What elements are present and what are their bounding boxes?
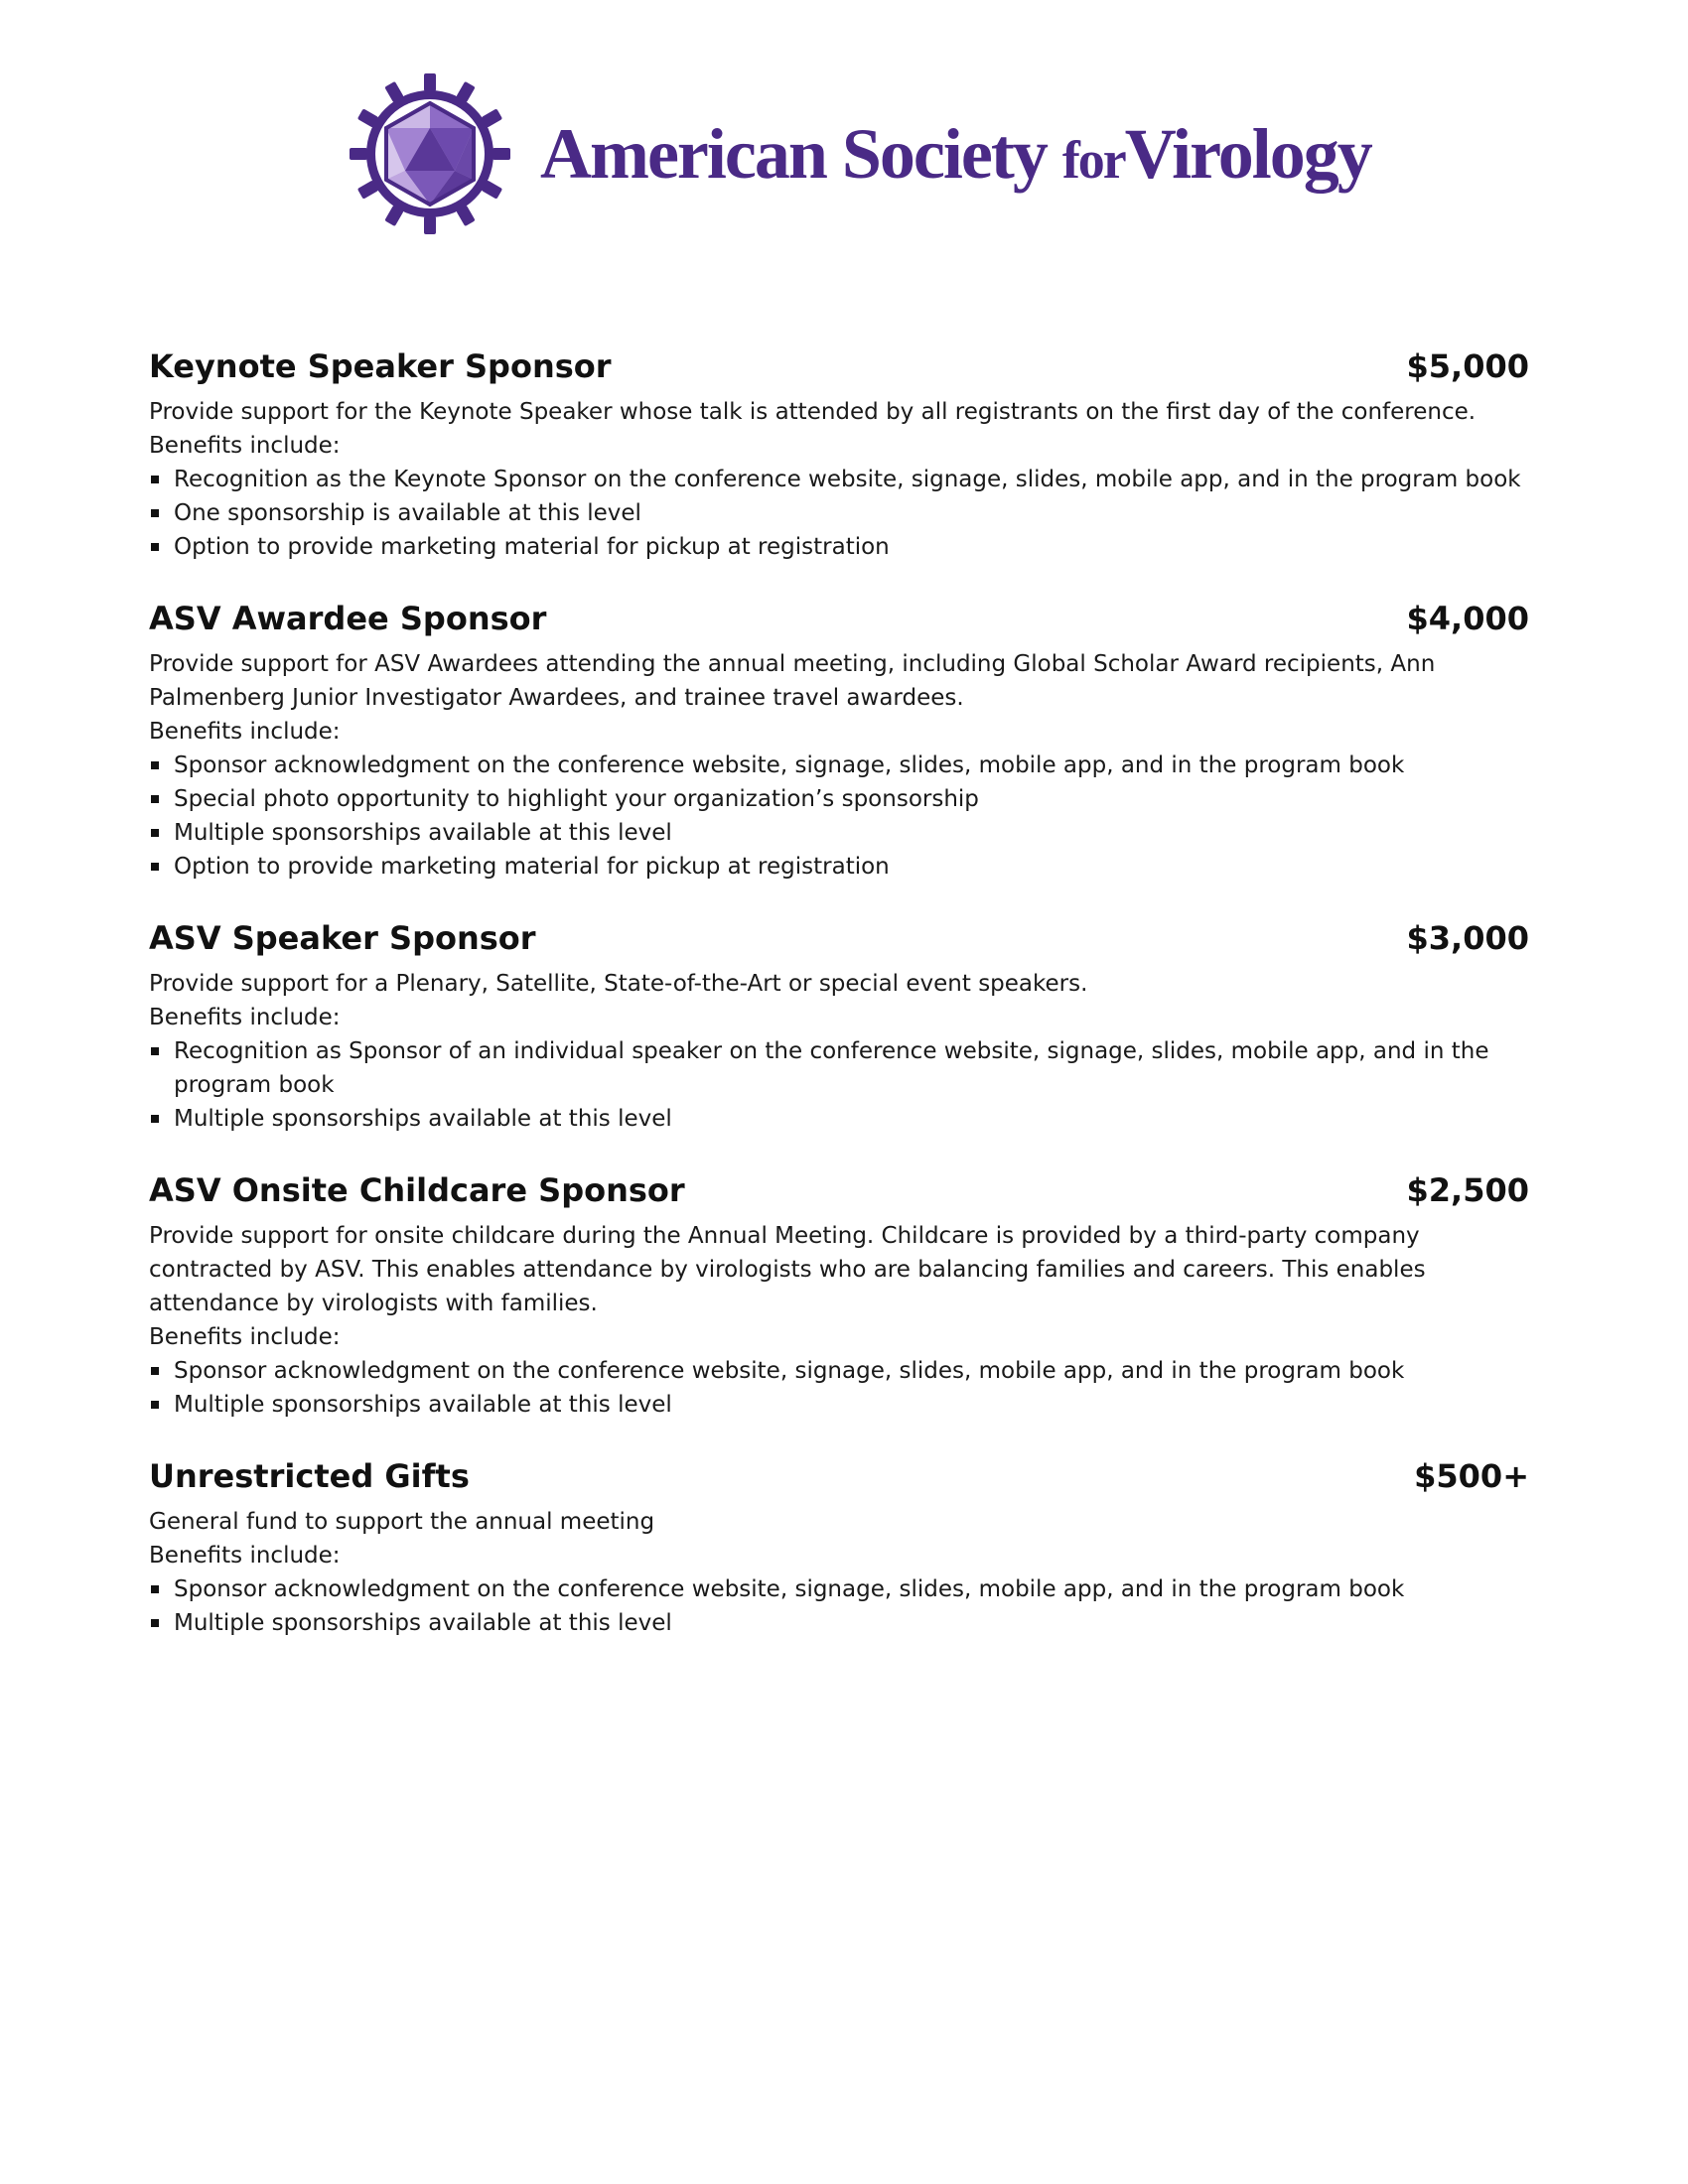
section-price: $5,000 [1406, 347, 1529, 385]
benefits-label: Benefits include: [149, 1005, 341, 1030]
section-title: ASV Onsite Childcare Sponsor [149, 1171, 685, 1209]
square-bullet-icon [151, 543, 159, 551]
benefit-item [149, 463, 1529, 496]
section-price: $2,500 [1406, 1171, 1529, 1209]
benefit-item [149, 530, 1529, 564]
benefit-item [149, 1606, 1529, 1640]
section-header [149, 1171, 1529, 1219]
square-bullet-icon [151, 476, 159, 483]
benefit-text: Multiple sponsorships available at this level [174, 1106, 672, 1132]
benefits-list [149, 463, 1529, 564]
logo-text-end: Virology [1124, 114, 1371, 194]
section-title: Unrestricted Gifts [149, 1457, 470, 1495]
section-header [149, 919, 1529, 967]
benefit-item [149, 816, 1529, 850]
benefits-label: Benefits include: [149, 1324, 341, 1350]
square-bullet-icon [151, 1585, 159, 1593]
benefit-text: Recognition as the Keynote Sponsor on the conference website, signage, slides, mobile app, and in the program book [174, 467, 1521, 492]
section-title: Keynote Speaker Sponsor [149, 347, 612, 385]
square-bullet-icon [151, 863, 159, 871]
section-price: $500+ [1414, 1457, 1529, 1495]
section-description: General fund to support the annual meeting [149, 1509, 655, 1535]
sponsorship-section [149, 919, 1529, 1136]
benefit-text: Option to provide marketing material for pickup at registration [174, 854, 890, 880]
benefit-item [149, 1388, 1529, 1422]
benefit-text: Recognition as Sponsor of an individual speaker on the conference website, signage, slides, mobile app, and in the program book [174, 1038, 1489, 1098]
section-header [149, 347, 1529, 395]
benefits-list [149, 1354, 1529, 1422]
icosahedron-gear-icon [348, 71, 512, 236]
section-price: $4,000 [1406, 600, 1529, 637]
section-header [149, 1457, 1529, 1505]
square-bullet-icon [151, 795, 159, 803]
benefits-label: Benefits include: [149, 719, 341, 745]
benefits-list [149, 1034, 1529, 1136]
section-price: $3,000 [1406, 919, 1529, 957]
benefit-item [149, 1102, 1529, 1136]
benefit-text: Sponsor acknowledgment on the conference website, signage, slides, mobile app, and in the program book [174, 1576, 1405, 1602]
square-bullet-icon [151, 1115, 159, 1123]
benefit-text: Multiple sponsorships available at this level [174, 1610, 672, 1636]
sponsorship-section [149, 1171, 1529, 1422]
section-header [149, 600, 1529, 647]
section-title: ASV Speaker Sponsor [149, 919, 536, 957]
square-bullet-icon [151, 1619, 159, 1627]
section-description: Provide support for ASV Awardees attending the annual meeting, including Global Scholar Award recipients, Ann Palmenberg Junior Investigator Awardees, and trainee travel awardees. [149, 651, 1436, 711]
sponsorship-section [149, 347, 1529, 564]
benefits-label: Benefits include: [149, 1543, 341, 1569]
benefits-label: Benefits include: [149, 433, 341, 459]
benefit-item [149, 749, 1529, 782]
section-description: Provide support for a Plenary, Satellite, State-of-the-Art or special event speakers. [149, 971, 1088, 997]
square-bullet-icon [151, 1367, 159, 1375]
benefit-text: Sponsor acknowledgment on the conference website, signage, slides, mobile app, and in the program book [174, 1358, 1405, 1384]
benefit-item [149, 1354, 1529, 1388]
benefit-item [149, 1572, 1529, 1606]
square-bullet-icon [151, 1401, 159, 1409]
sponsorship-section [149, 1457, 1529, 1640]
benefit-text: Special photo opportunity to highlight your organization’s sponsorship [174, 786, 979, 812]
benefit-text: Multiple sponsorships available at this level [174, 820, 672, 846]
benefits-list [149, 1572, 1529, 1640]
logo-wordmark [540, 114, 1371, 194]
benefit-item [149, 782, 1529, 816]
benefit-item [149, 850, 1529, 884]
benefit-text: One sponsorship is available at this level [174, 500, 641, 526]
benefit-item [149, 496, 1529, 530]
square-bullet-icon [151, 1047, 159, 1055]
section-description: Provide support for the Keynote Speaker whose talk is attended by all registrants on the first day of the conference. [149, 399, 1477, 425]
logo-header [348, 69, 1371, 238]
section-description: Provide support for onsite childcare during the Annual Meeting. Childcare is provided by a third-party company contracted by ASV. This enables attendance by virologists who are balancing families and careers. This enables attendance by virologists with families. [149, 1223, 1426, 1316]
benefit-text: Multiple sponsorships available at this level [174, 1392, 672, 1418]
sponsorship-section [149, 600, 1529, 884]
square-bullet-icon [151, 829, 159, 837]
benefit-item [149, 1034, 1529, 1102]
benefit-text: Option to provide marketing material for pickup at registration [174, 534, 890, 560]
sponsorship-list [149, 347, 1529, 1676]
logo-text-main: American Society [540, 114, 1062, 194]
section-title: ASV Awardee Sponsor [149, 600, 547, 637]
square-bullet-icon [151, 509, 159, 517]
logo-text-for: for [1061, 130, 1125, 190]
benefits-list [149, 749, 1529, 884]
square-bullet-icon [151, 761, 159, 769]
benefit-text: Sponsor acknowledgment on the conference website, signage, slides, mobile app, and in the program book [174, 752, 1405, 778]
